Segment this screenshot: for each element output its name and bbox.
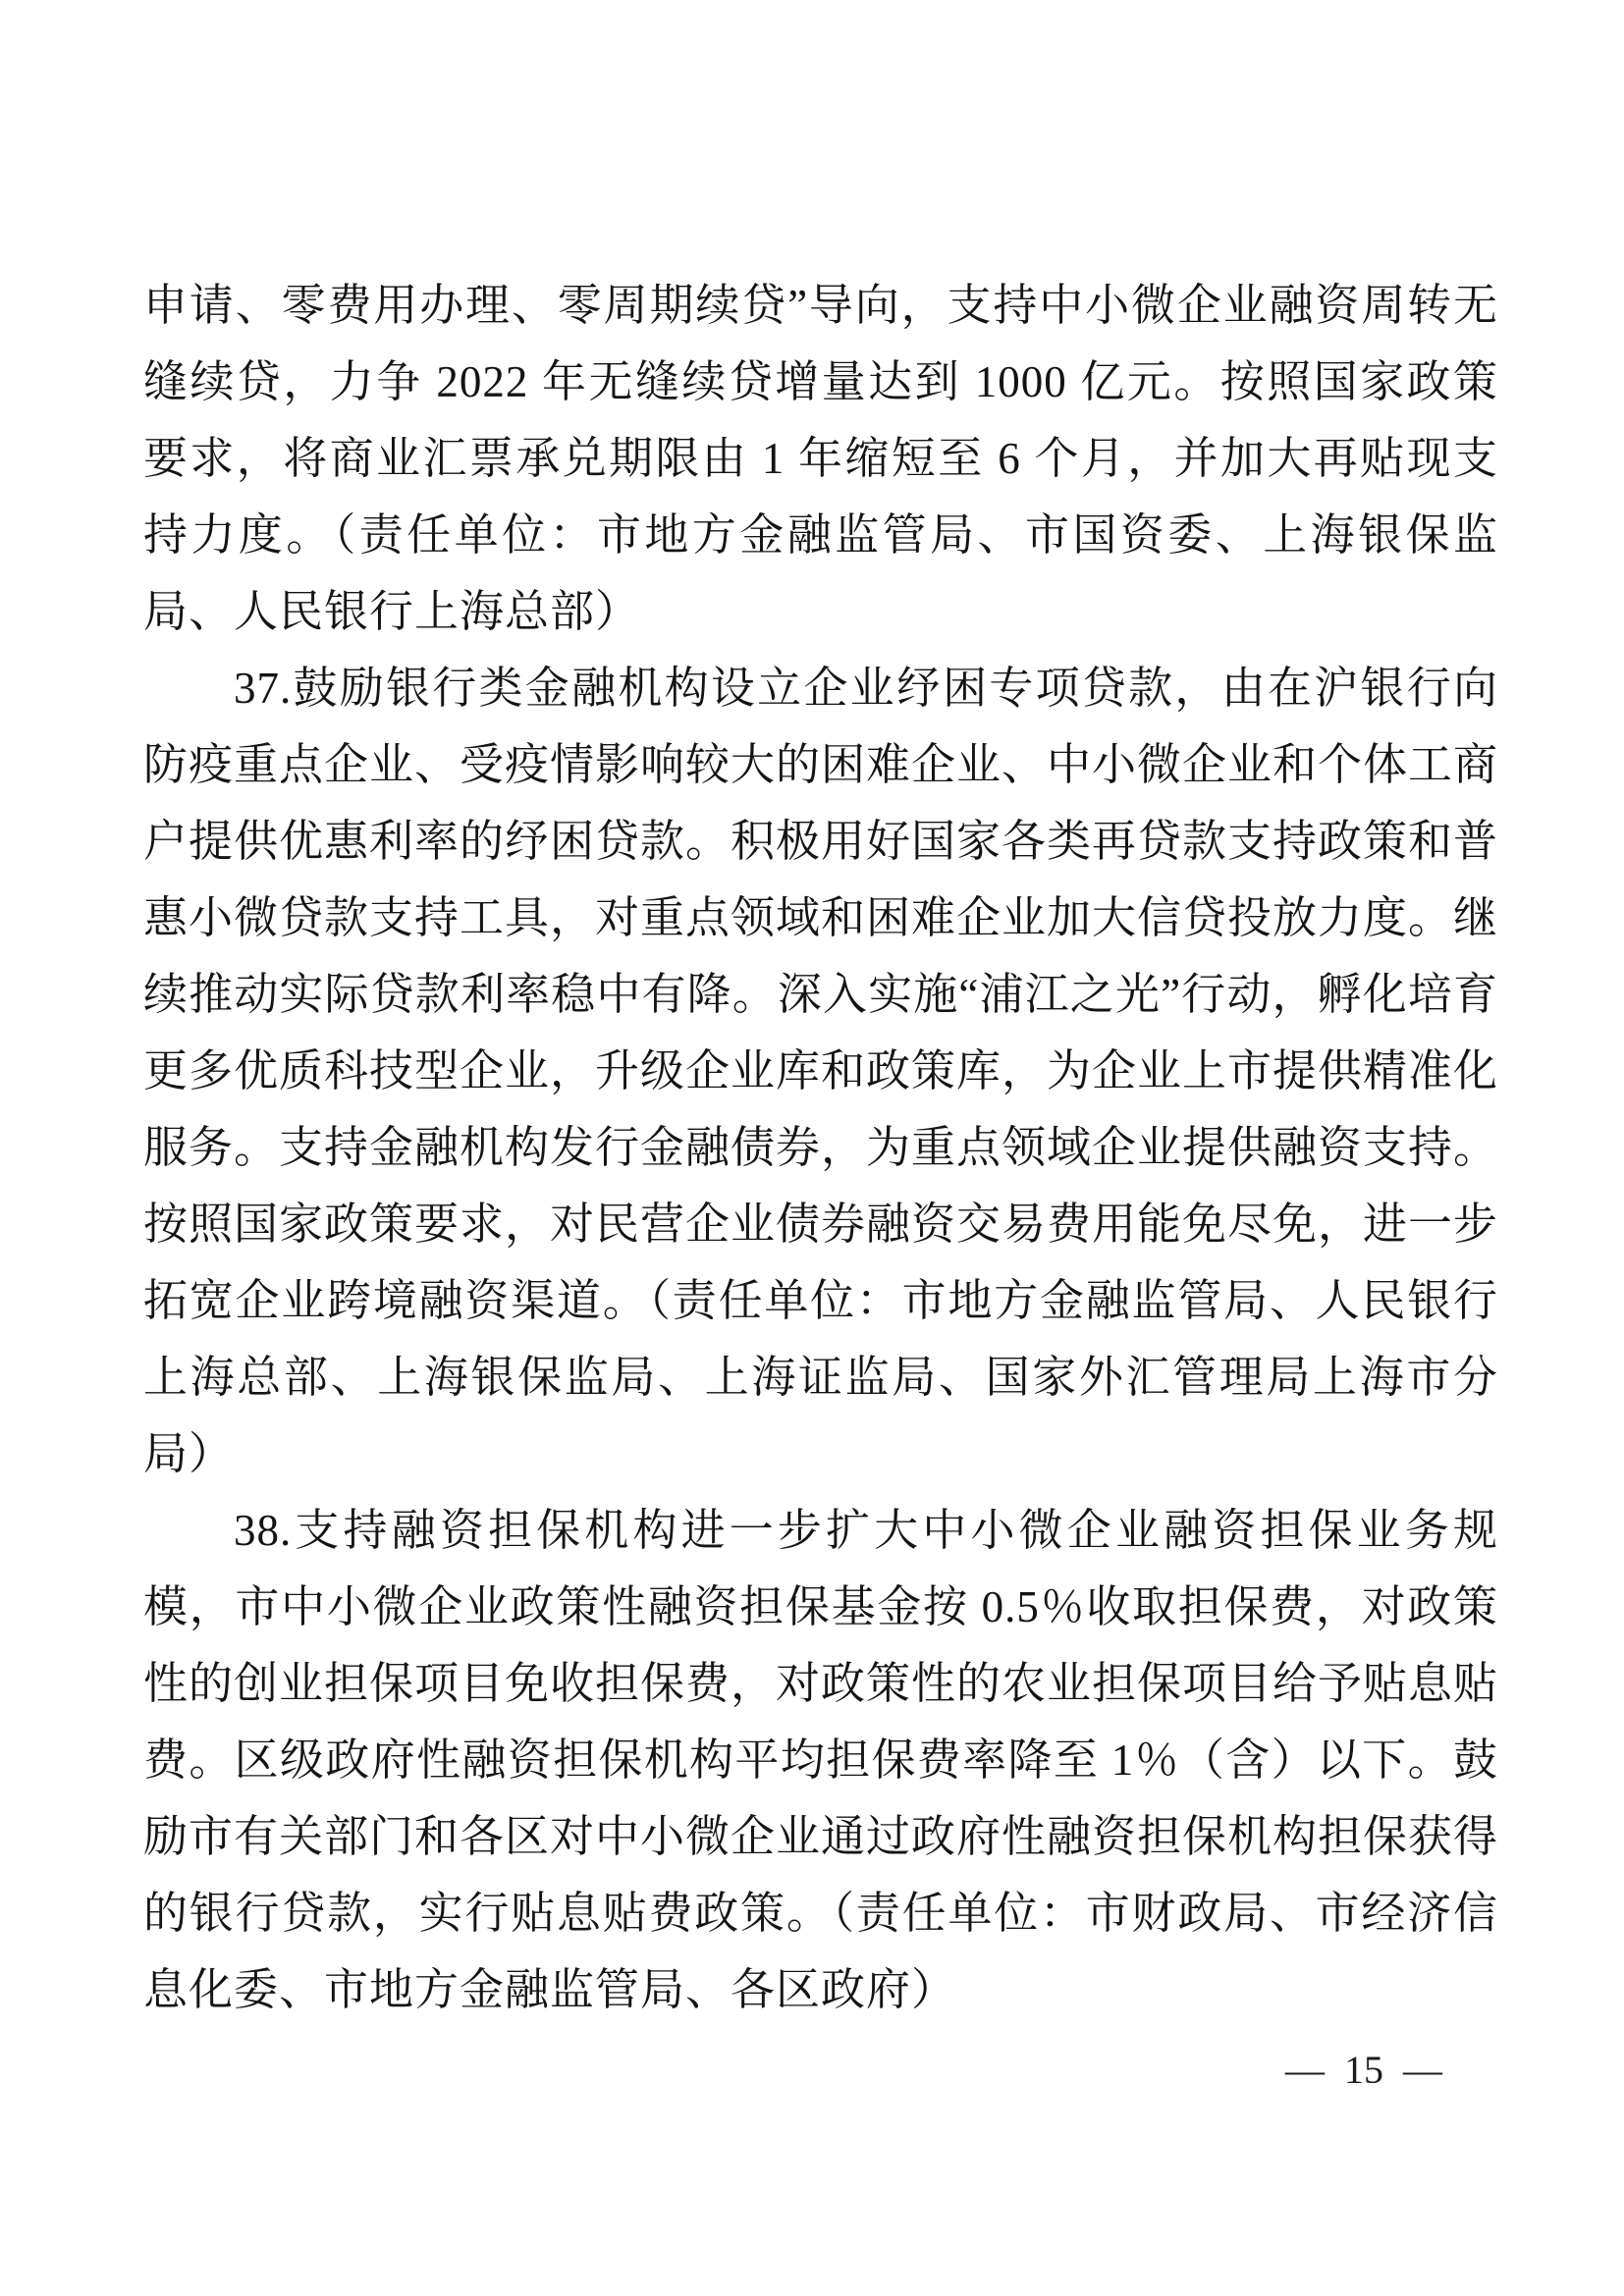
document-body [143, 267, 1498, 2028]
page-footer [1285, 2048, 1442, 2093]
footer-right-dash: — [1403, 2048, 1442, 2092]
paragraph-item-37: 37.鼓励银行类金融机构设立企业纾困专项贷款，由在沪银行向防疫重点企业、受疫情影响较大的困难企业、中小微企业和个体工商户提供优惠利率的纾困贷款。积极用好国家各类再贷款支持政策和普惠小微贷款支持工具，对重点领域和困难企业加大信贷投放力度。继续推动实际贷款利率稳中有降。深入实施“浦江之光”行动，孵化培育更多优质科技型企业，升级企业库和政策库，为企业上市提供精准化服务。支持金融机构发行金融债券，为重点领域企业提供融资支持。按照国家政策要求，对民营企业债券融资交易费用能免尽免，进一步拓宽企业跨境融资渠道。（责任单位：市地方金融监管局、人民银行上海总部、上海银保监局、上海证监局、国家外汇管理局上海市分局） [143, 664, 1499, 1478]
paragraph-continuation: 申请、零费用办理、零周期续贷”导向，支持中小微企业融资周转无缝续贷，力争 2022 年无缝续贷增量达到 1000 亿元。按照国家政策要求，将商业汇票承兑期限由 1 年缩短至 6 个月，并加大再贴现支持力度。（责任单位：市地方金融监管局、市国资委、上海银保监局、人民银行上海总部） [143, 281, 1498, 636]
paragraph-item-38: 38.支持融资担保机构进一步扩大中小微企业融资担保业务规模，市中小微企业政策性融资担保基金按 0.5％收取担保费，对政策性的创业担保项目免收担保费，对政策性的农业担保项目给予贴息贴费。区级政府性融资担保机构平均担保费率降至 1％（含）以下。鼓励市有关部门和各区对中小微企业通过政府性融资担保机构担保获得的银行贷款，实行贴息贴费政策。（责任单位：市财政局、市经济信息化委、市地方金融监管局、各区政府） [143, 1506, 1499, 2014]
footer-left-dash: — [1285, 2048, 1325, 2092]
page-number: 15 [1344, 2048, 1383, 2092]
